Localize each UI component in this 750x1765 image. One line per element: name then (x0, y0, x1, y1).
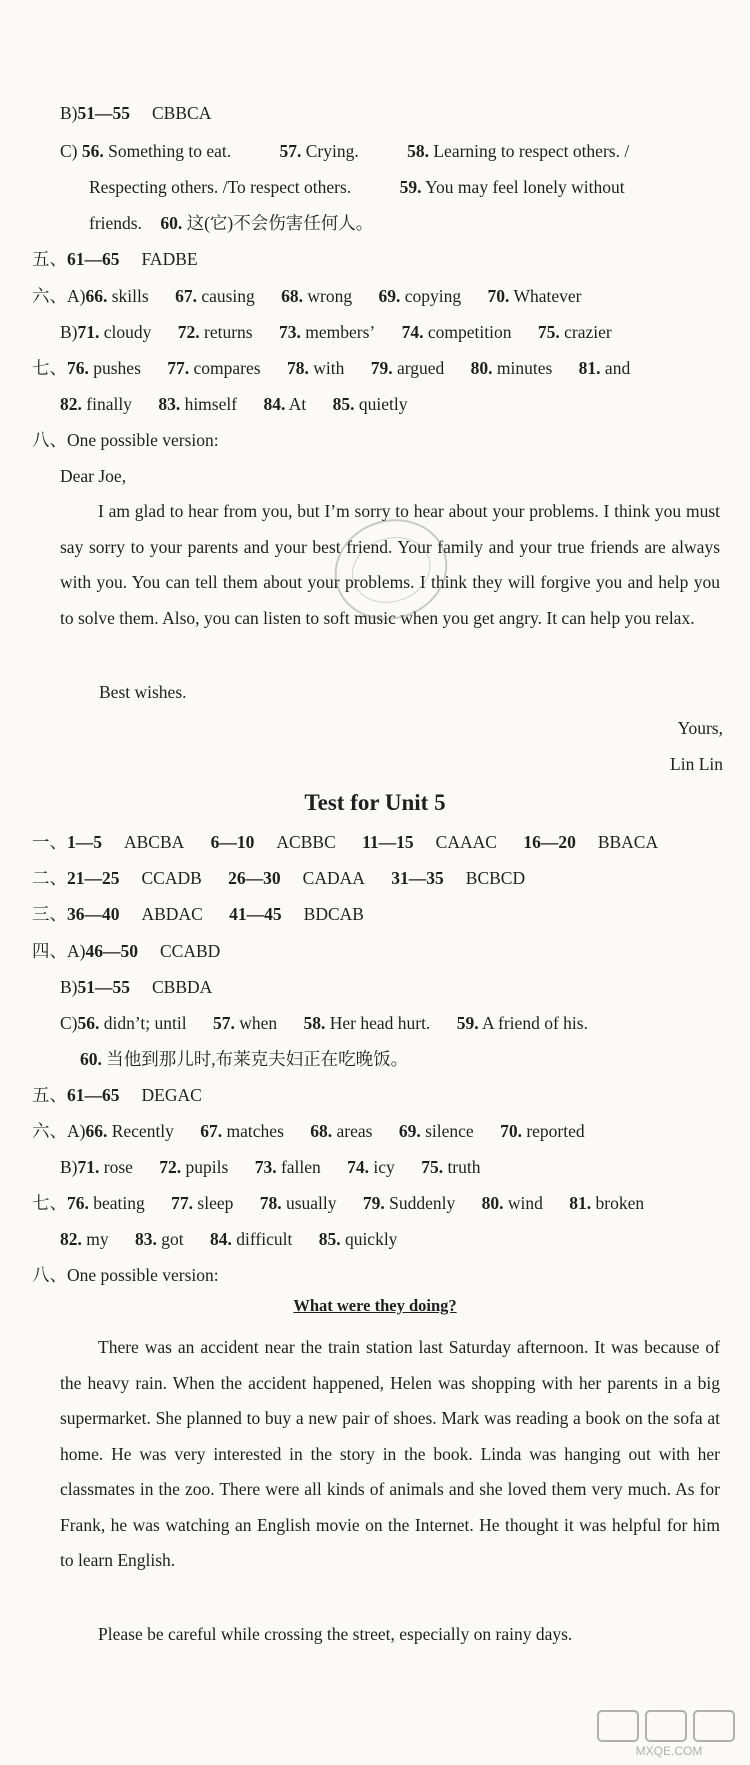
t5-san-line: 三、36—40 ABDAC 41—45 BDCAB (32, 904, 364, 924)
prev-qi-line2: 82. finally 83. himself 84. At 85. quietly (60, 394, 408, 414)
prev-wu-line: 五、61—65 FADBE (32, 249, 198, 269)
prev-b-line: B)51—55 CBBCA (60, 103, 212, 123)
t5-qi-line2: 82. my 83. got 84. difficult 85. quickly (60, 1229, 398, 1249)
section-title: Test for Unit 5 (304, 790, 446, 815)
prev-c-line3: friends. 60. 这(它)不会伤害任何人。 (89, 213, 374, 233)
essay-title: What were they doing? (293, 1296, 457, 1315)
prev-qi-line1: 七、76. pushes 77. compares 78. with 79. argued 80. minutes 81. and (32, 358, 631, 378)
prev-c-line2: Respecting others. /To respect others. 59. You may feel lonely without (89, 177, 625, 197)
letter-sign-name: Lin Lin (670, 754, 723, 774)
t5-liu-a-line: 六、A)66. Recently 67. matches 68. areas 69. silence 70. reported (32, 1121, 585, 1141)
prev-c-line1: C) 56. Something to eat. 57. Crying. 58. Learning to respect others. / (60, 141, 630, 161)
watermark-text: MXQE.COM (635, 1744, 703, 1758)
t5-qi-line1: 七、76. beating 77. sleep 78. usually 79. Suddenly 80. wind 81. broken (32, 1193, 645, 1213)
prev-ba-line: 八、One possible version: (32, 430, 219, 450)
letter-body: I am glad to hear from you, but I’m sorry to hear about your problems. I think you must say sorry to your parents and your best friend. Your family and your true friends are always with you. You can tell them about your problems. I think they will forgive you and help you to solve them. Also, you can listen to soft music when you get angry. It can help you relax. (60, 501, 720, 628)
prev-liu-b-line: B)71. cloudy 72. returns 73. members’ 74. competition 75. crazier (60, 322, 612, 342)
t5-wu-line: 五、61—65 DEGAC (32, 1085, 202, 1105)
prev-liu-a-line: 六、A)66. skills 67. causing 68. wrong 69. copying 70. Whatever (32, 286, 582, 306)
t5-er-line: 二、21—25 CCADB 26—30 CADAA 31—35 BCBCD (32, 868, 526, 888)
letter-closing: Best wishes. (99, 682, 187, 702)
watermark-logo-icon (594, 1707, 744, 1759)
essay-paragraph-2: Please be careful while crossing the street, especially on rainy days. (98, 1624, 573, 1644)
t5-yi-line: 一、1—5 ABCBA 6—10 ACBBC 11—15 CAAAC 16—20 BBACA (32, 832, 659, 852)
t5-ba-line: 八、One possible version: (32, 1265, 219, 1285)
t5-si-b-line: B)51—55 CBBDA (60, 977, 213, 997)
t5-si-c-line2: 60. 当他到那儿时,布莱克夫妇正在吃晚饭。 (80, 1049, 409, 1069)
letter-greeting: Dear Joe, (60, 466, 127, 486)
essay-paragraph-1: There was an accident near the train station last Saturday afternoon. It was because of the heavy rain. When the accident happened, Helen was shopping with her parents in a big supermarket. She planned to buy a new pair of shoes. Mark was reading a book on the sofa at home. He was very interested in the story in the book. Linda was hanging out with her classmates in the zoo. There were all kinds of animals and she loved them very much. As for Frank, he was watching an English movie on the Internet. He thought it was helpful for him to learn English. (60, 1337, 720, 1570)
letter-sign-yours: Yours, (677, 718, 723, 738)
t5-si-a-line: 四、A)46—50 CCABD (32, 941, 221, 961)
t5-liu-b-line: B)71. rose 72. pupils 73. fallen 74. icy 75. truth (60, 1157, 481, 1177)
t5-si-c-line1: C)56. didn’t; until 57. when 58. Her head hurt. 59. A friend of his. (60, 1013, 588, 1033)
